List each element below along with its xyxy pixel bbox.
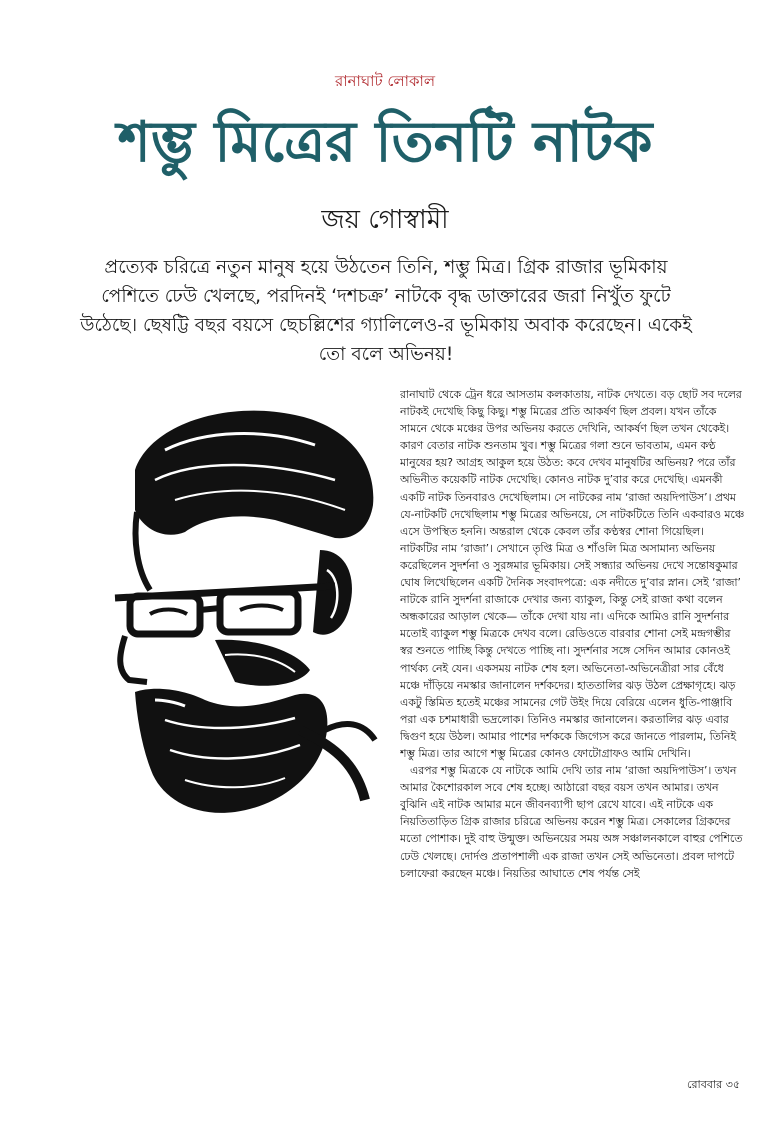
article-title: শম্ভু মিত্রের তিনটি নাটক	[117, 110, 653, 175]
body-paragraph: রানাঘাট থেকে ট্রেন ধরে আসতাম কলকাতায়, নাটক দেখতে। বড় ছোট সব দলের নাটকই দেখেছি কিছু কিছু। শম্ভু মিত্রের প্রতি আকর্ষণ ছিল প্রবল। যখন তাঁকে সামনে থেকে মঞ্চের উপর অভিনয় করতে দেখিনি, আকর্ষণ ছিল তখন থেকেই। কারণ বেতার নাটক শুনতাম খুব। শম্ভু মিত্রের গলা শুনে ভাবতাম, এমন কণ্ঠ মানুষের হয়? আগ্রহ আকুল হয়ে উঠত: কবে দেখব মানুষটির অভিনয়? পরে তাঁর অভিনীত কয়েকটি নাটক দেখেছি। কোনও নাটক দু’বার করে দেখেছি। এমনকী একটি নাটক তিনবারও দেখেছিলাম। সে নাটকের নাম ‘রাজা অয়দিপাউস’। প্রথম যে-নাটকটি দেখেছিলাম শম্ভু মিত্রের অভিনয়ে, সে নাটকটিতে তিনি একবারও মঞ্চে এসে উপস্থিত হননি। অন্তরাল থেকে কেবল তাঁর কণ্ঠস্বর শোনা গিয়েছিল। নাটকটির নাম ‘রাজা’। সেখানে তৃপ্তি মিত্র ও শাঁওলি মিত্র অসামান্য অভিনয় করেছিলেন সুদর্শনা ও সুরঙ্গমার ভূমিকায়। সেই সন্ধ্যার অভিনয় দেখে সন্তোষকুমার ঘোষ লিখেছিলেন একটি দৈনিক সংবাদপত্রে: এক নদীতে দু’বার স্নান। সেই ‘রাজা’ নাটকে রানি সুদর্শনা রাজাকে দেখার জন্য ব্যাকুল, কিন্তু সেই রাজা কথা বলেন অন্ধকারের আড়াল থেকে— তাঁকে দেখা যায় না। এদিকে আমিও রানি সুদর্শনার মতোই ব্যাকুল শম্ভু মিত্রকে দেখব বলে। রেডিওতে বারবার শোনা সেই মন্দ্রগম্ভীর স্বর শুনতে পাচ্ছি কিন্তু দেখতে পাচ্ছি না। সুদর্শনার সঙ্গে সেদিন আমার কোনওই পার্থক্য নেই যেন। একসময় নাটক শেষ হল। অভিনেতা-অভিনেত্রীরা সার বেঁধে মঞ্চে দাঁড়িয়ে নমস্কার জানালেন দর্শকদের। হাততালির ঝড় উঠল প্রেক্ষাগৃহে। ঝড় একটু স্তিমিত হতেই মঞ্চের সামনের গেট উইং দিয়ে বেরিয়ে এলেন ধুতি-পাঞ্জাবি পরা এক চশমাধারী ভদ্রলোক। তিনিও নমস্কার জানালেন। করতালির ঝড় এবার দ্বিগুণ হয়ে উঠল। আমার পাশের দর্শককে জিগ্যেস করে জানতে পারলাম, তিনিই শম্ভু মিত্র। তার আগে শম্ভু মিত্রের কোনও ফোটোগ্রাফও আমি দেখিনি।	[400, 388, 745, 760]
author-byline: জয় গোস্বামী	[321, 205, 449, 235]
standfirst: প্রত্যেক চরিত্রে নতুন মানুষ হয়ে উঠতেন তিনি, শম্ভু মিত্র। গ্রিক রাজার ভূমিকায় পেশিতে ঢেউ খেলছে, পরদিনই ‘দশচক্র’ নাটকে বৃদ্ধ ডাক্তারের জরা নিখুঁত ফুটে উঠেছে। ছেষট্টি বছর বয়সে ছেচল্লিশের গ্যালিলেও-র ভূমিকায় অবাক করেছেন। একেই তো বলে অভিনয়!	[80, 257, 692, 365]
body-paragraph: এরপর শম্ভু মিত্রকে যে নাটকে আমি দেখি তার নাম ‘রাজা অয়দিপাউস’। তখন আমার কৈশোরকাল সবে শেষ হচ্ছে। আঠারো বছর বয়স তখন আমার। তখন বুঝিনি এই নাটক আমার মনে জীবনব্যাপী ছাপ রেখে যাবে। এই নাটকে এক নিয়তিতাড়িত গ্রিক রাজার চরিত্রে অভিনয় করেন শম্ভু মিত্র। সেকালের গ্রিকদের মতো পোশাক। দুই বাহু উন্মুক্ত। অভিনয়ের সময় অঙ্গ সঞ্চালনকালে বাহুর পেশিতে ঢেউ খেলছে। দোর্দণ্ড প্রতাপশালী এক রাজা তখন সেই অভিনেতা। প্রবল দাপটে চলাফেরা করছেন মঞ্চে। নিয়তির আঘাতে শেষ পর্যন্ত সেই	[400, 764, 743, 880]
article-body	[400, 386, 745, 1046]
section-label: রানাঘাট লোকাল	[334, 72, 436, 90]
portrait-illustration	[95, 400, 385, 820]
page-folio: রোববার ৩৫	[687, 1078, 740, 1091]
